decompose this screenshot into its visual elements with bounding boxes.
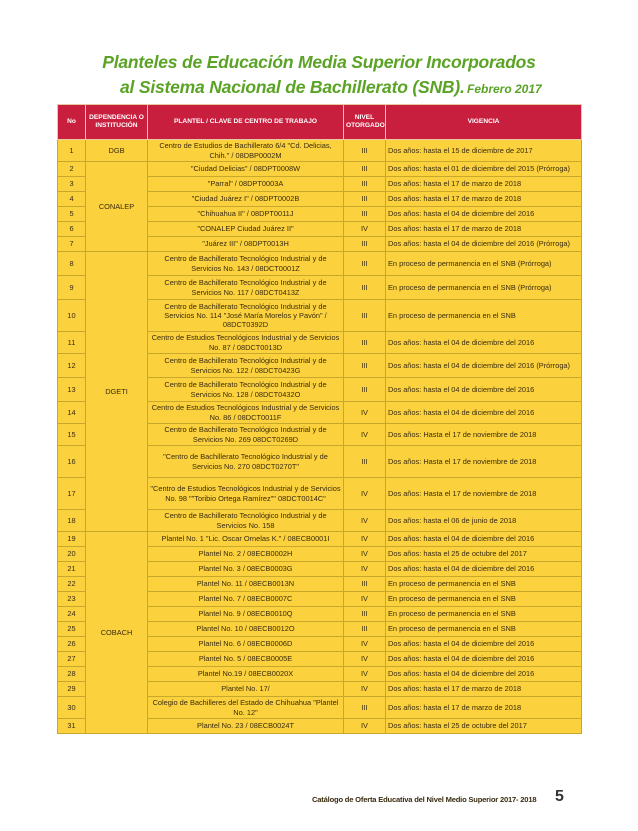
plantel-cell: "Centro de Estudios Tecnológicos Industrial y de Servicios No. 98 ""Toribio Ortega Ramírez"" 08DCT0014C": [148, 478, 344, 510]
footer-catalog-title: Catálogo de Oferta Educativa del Nivel Medio Superior 2017- 2018: [312, 795, 537, 804]
vigencia-cell: Dos años: hasta el 04 de diciembre del 2016: [386, 378, 582, 402]
row-number: 29: [58, 682, 86, 697]
header-no: No: [58, 105, 86, 140]
nivel-cell: IV: [344, 682, 386, 697]
row-number: 12: [58, 354, 86, 378]
nivel-cell: III: [344, 207, 386, 222]
vigencia-cell: Dos años: hasta el 04 de diciembre del 2016: [386, 637, 582, 652]
plantel-cell: Centro de Bachillerato Tecnológico Industrial y de Servicios No. 158: [148, 510, 344, 532]
row-number: 21: [58, 562, 86, 577]
vigencia-cell: Dos años: hasta el 04 de diciembre del 2016 (Prórroga): [386, 237, 582, 252]
nivel-cell: III: [344, 276, 386, 300]
vigencia-cell: Dos años: hasta el 17 de marzo de 2018: [386, 222, 582, 237]
row-number: 8: [58, 252, 86, 276]
nivel-cell: IV: [344, 402, 386, 424]
row-number: 19: [58, 532, 86, 547]
plantel-cell: Plantel No. 6 / 08ECB0006D: [148, 637, 344, 652]
plantel-cell: Plantel No. 5 / 08ECB0005E: [148, 652, 344, 667]
vigencia-cell: Dos años: hasta el 04 de diciembre del 2016: [386, 402, 582, 424]
table-body: [58, 140, 582, 734]
nivel-cell: III: [344, 607, 386, 622]
row-number: 1: [58, 140, 86, 162]
table-header-row: [58, 105, 582, 140]
row-number: 5: [58, 207, 86, 222]
row-number: 31: [58, 719, 86, 734]
nivel-cell: IV: [344, 424, 386, 446]
plantel-cell: Centro de Bachillerato Tecnológico Industrial y de Servicios No. 269 08DCT0269D: [148, 424, 344, 446]
header-nivel: NIVEL OTORGADO: [344, 105, 386, 140]
nivel-cell: III: [344, 162, 386, 177]
plantel-cell: Centro de Bachillerato Tecnológico Industrial y de Servicios No. 117 / 08DCT0413Z: [148, 276, 344, 300]
nivel-cell: III: [344, 252, 386, 276]
dependencia-cell: COBACH: [86, 532, 148, 734]
vigencia-cell: Dos años: hasta el 04 de diciembre del 2016: [386, 332, 582, 354]
page-title: Planteles de Educación Media Superior Incorporados: [102, 52, 536, 72]
plantel-cell: "Juárez III" / 08DPT0013H: [148, 237, 344, 252]
row-number: 28: [58, 667, 86, 682]
vigencia-cell: Dos años: hasta el 06 de junio de 2018: [386, 510, 582, 532]
vigencia-cell: Dos años: hasta el 25 de octubre del 2017: [386, 719, 582, 734]
nivel-cell: III: [344, 177, 386, 192]
nivel-cell: III: [344, 332, 386, 354]
page-number: 5: [555, 788, 564, 805]
nivel-cell: IV: [344, 637, 386, 652]
plantel-cell: "Ciudad Delicias" / 08DPT0008W: [148, 162, 344, 177]
vigencia-cell: En proceso de permanencia en el SNB: [386, 300, 582, 332]
vigencia-cell: Dos años: hasta el 04 de diciembre del 2016: [386, 207, 582, 222]
plantel-cell: Plantel No. 2 / 08ECB0002H: [148, 547, 344, 562]
nivel-cell: III: [344, 140, 386, 162]
plantel-cell: Centro de Estudios Tecnológicos Industrial y de Servicios No. 86 / 08DCT0011F: [148, 402, 344, 424]
table-row: [58, 140, 582, 162]
plantel-cell: Plantel No. 17/: [148, 682, 344, 697]
row-number: 26: [58, 637, 86, 652]
row-number: 2: [58, 162, 86, 177]
row-number: 25: [58, 622, 86, 637]
nivel-cell: III: [344, 354, 386, 378]
plantel-cell: Plantel No.19 / 08ECB0020X: [148, 667, 344, 682]
row-number: 24: [58, 607, 86, 622]
row-number: 3: [58, 177, 86, 192]
row-number: 11: [58, 332, 86, 354]
header-dependencia: DEPENDENCIA O INSTITUCIÓN: [86, 105, 148, 140]
nivel-cell: III: [344, 622, 386, 637]
nivel-cell: IV: [344, 652, 386, 667]
row-number: 4: [58, 192, 86, 207]
row-number: 30: [58, 697, 86, 719]
row-number: 27: [58, 652, 86, 667]
vigencia-cell: En proceso de permanencia en el SNB (Prórroga): [386, 252, 582, 276]
row-number: 15: [58, 424, 86, 446]
vigencia-cell: Dos años: hasta el 25 de octubre del 2017: [386, 547, 582, 562]
plantel-cell: Plantel No. 10 / 08ECB0012O: [148, 622, 344, 637]
planteles-table: [57, 104, 582, 734]
vigencia-cell: Dos años: hasta el 15 de diciembre de 2017: [386, 140, 582, 162]
plantel-cell: Centro de Bachillerato Tecnológico Industrial y de Servicios No. 143 / 08DCT0001Z: [148, 252, 344, 276]
plantel-cell: "Chihuahua II" / 08DPT0011J: [148, 207, 344, 222]
nivel-cell: III: [344, 697, 386, 719]
vigencia-cell: En proceso de permanencia en el SNB: [386, 592, 582, 607]
vigencia-cell: Dos años: hasta el 01 de diciembre del 2015 (Prórroga): [386, 162, 582, 177]
nivel-cell: III: [344, 378, 386, 402]
plantel-cell: Centro de Bachillerato Tecnológico Industrial y de Servicios No. 128 / 08DCT0432O: [148, 378, 344, 402]
nivel-cell: IV: [344, 592, 386, 607]
vigencia-cell: Dos años: hasta el 04 de diciembre del 2016: [386, 562, 582, 577]
plantel-cell: Centro de Estudios de Bachillerato 6/4 "Cd. Delicias, Chih." / 08DBP0002M: [148, 140, 344, 162]
plantel-cell: "Ciudad Juárez I" / 08DPT0002B: [148, 192, 344, 207]
dependencia-cell: DGB: [86, 140, 148, 162]
vigencia-cell: En proceso de permanencia en el SNB: [386, 622, 582, 637]
plantel-cell: Plantel No. 9 / 08ECB0010Q: [148, 607, 344, 622]
vigencia-cell: Dos años: hasta el 17 de marzo de 2018: [386, 177, 582, 192]
plantel-cell: Centro de Bachillerato Tecnológico Industrial y de Servicios No. 114 "José María Morelos y Pavón" / 08DCT0392D: [148, 300, 344, 332]
plantel-cell: "Centro de Bachillerato Tecnológico Industrial y de Servicios No. 270 08DCT0270T": [148, 446, 344, 478]
row-number: 14: [58, 402, 86, 424]
vigencia-cell: Dos años: hasta el 04 de diciembre del 2016: [386, 532, 582, 547]
nivel-cell: IV: [344, 547, 386, 562]
vigencia-cell: En proceso de permanencia en el SNB: [386, 607, 582, 622]
row-number: 10: [58, 300, 86, 332]
row-number: 22: [58, 577, 86, 592]
nivel-cell: III: [344, 577, 386, 592]
page-subtitle: al Sistema Nacional de Bachillerato (SNB).: [120, 77, 465, 97]
row-number: 23: [58, 592, 86, 607]
vigencia-cell: En proceso de permanencia en el SNB (Prórroga): [386, 276, 582, 300]
row-number: 18: [58, 510, 86, 532]
row-number: 13: [58, 378, 86, 402]
nivel-cell: III: [344, 446, 386, 478]
plantel-cell: "CONALEP Ciudad Juárez II": [148, 222, 344, 237]
vigencia-cell: Dos años: hasta el 04 de diciembre del 2016: [386, 667, 582, 682]
plantel-cell: Colegio de Bachilleres del Estado de Chihuahua "Plantel No. 12": [148, 697, 344, 719]
table-row: [58, 252, 582, 276]
dependencia-cell: CONALEP: [86, 162, 148, 252]
nivel-cell: III: [344, 192, 386, 207]
row-number: 17: [58, 478, 86, 510]
plantel-cell: Centro de Bachillerato Tecnológico Industrial y de Servicios No. 122 / 08DCT0423G: [148, 354, 344, 378]
nivel-cell: III: [344, 300, 386, 332]
row-number: 9: [58, 276, 86, 300]
vigencia-cell: Dos años: hasta el 04 de diciembre del 2016: [386, 652, 582, 667]
vigencia-cell: Dos años: Hasta el 17 de noviembre de 2018: [386, 446, 582, 478]
row-number: 16: [58, 446, 86, 478]
vigencia-cell: Dos años: hasta el 17 de marzo de 2018: [386, 192, 582, 207]
vigencia-cell: Dos años: Hasta el 17 de noviembre de 2018: [386, 478, 582, 510]
plantel-cell: Plantel No. 23 / 08ECB0024T: [148, 719, 344, 734]
plantel-cell: Plantel No. 1 "Lic. Oscar Ornelas K." / 08ECB0001I: [148, 532, 344, 547]
row-number: 7: [58, 237, 86, 252]
nivel-cell: IV: [344, 510, 386, 532]
vigencia-cell: Dos años: hasta el 17 de marzo de 2018: [386, 682, 582, 697]
nivel-cell: IV: [344, 667, 386, 682]
row-number: 6: [58, 222, 86, 237]
vigencia-cell: Dos años: Hasta el 17 de noviembre de 2018: [386, 424, 582, 446]
date-label: Febrero 2017: [467, 82, 542, 96]
plantel-cell: Centro de Estudios Tecnológicos Industrial y de Servicios No. 87 / 08DCT0013D: [148, 332, 344, 354]
plantel-cell: Plantel No. 3 / 08ECB0003G: [148, 562, 344, 577]
header-plantel: PLANTEL / CLAVE DE CENTRO DE TRABAJO: [148, 105, 344, 140]
header-vigencia: VIGENCIA: [386, 105, 582, 140]
plantel-cell: Plantel No. 11 / 08ECB0013N: [148, 577, 344, 592]
plantel-cell: Plantel No. 7 / 08ECB0007C: [148, 592, 344, 607]
nivel-cell: IV: [344, 719, 386, 734]
row-number: 20: [58, 547, 86, 562]
vigencia-cell: Dos años: hasta el 17 de marzo de 2018: [386, 697, 582, 719]
dependencia-cell: DGETI: [86, 252, 148, 532]
vigencia-cell: Dos años: hasta el 04 de diciembre del 2016 (Prórroga): [386, 354, 582, 378]
nivel-cell: IV: [344, 562, 386, 577]
table-row: [58, 532, 582, 547]
nivel-cell: III: [344, 237, 386, 252]
nivel-cell: IV: [344, 222, 386, 237]
table-row: [58, 162, 582, 177]
plantel-cell: "Parral" / 08DPT0003A: [148, 177, 344, 192]
vigencia-cell: En proceso de permanencia en el SNB: [386, 577, 582, 592]
nivel-cell: IV: [344, 478, 386, 510]
nivel-cell: IV: [344, 532, 386, 547]
